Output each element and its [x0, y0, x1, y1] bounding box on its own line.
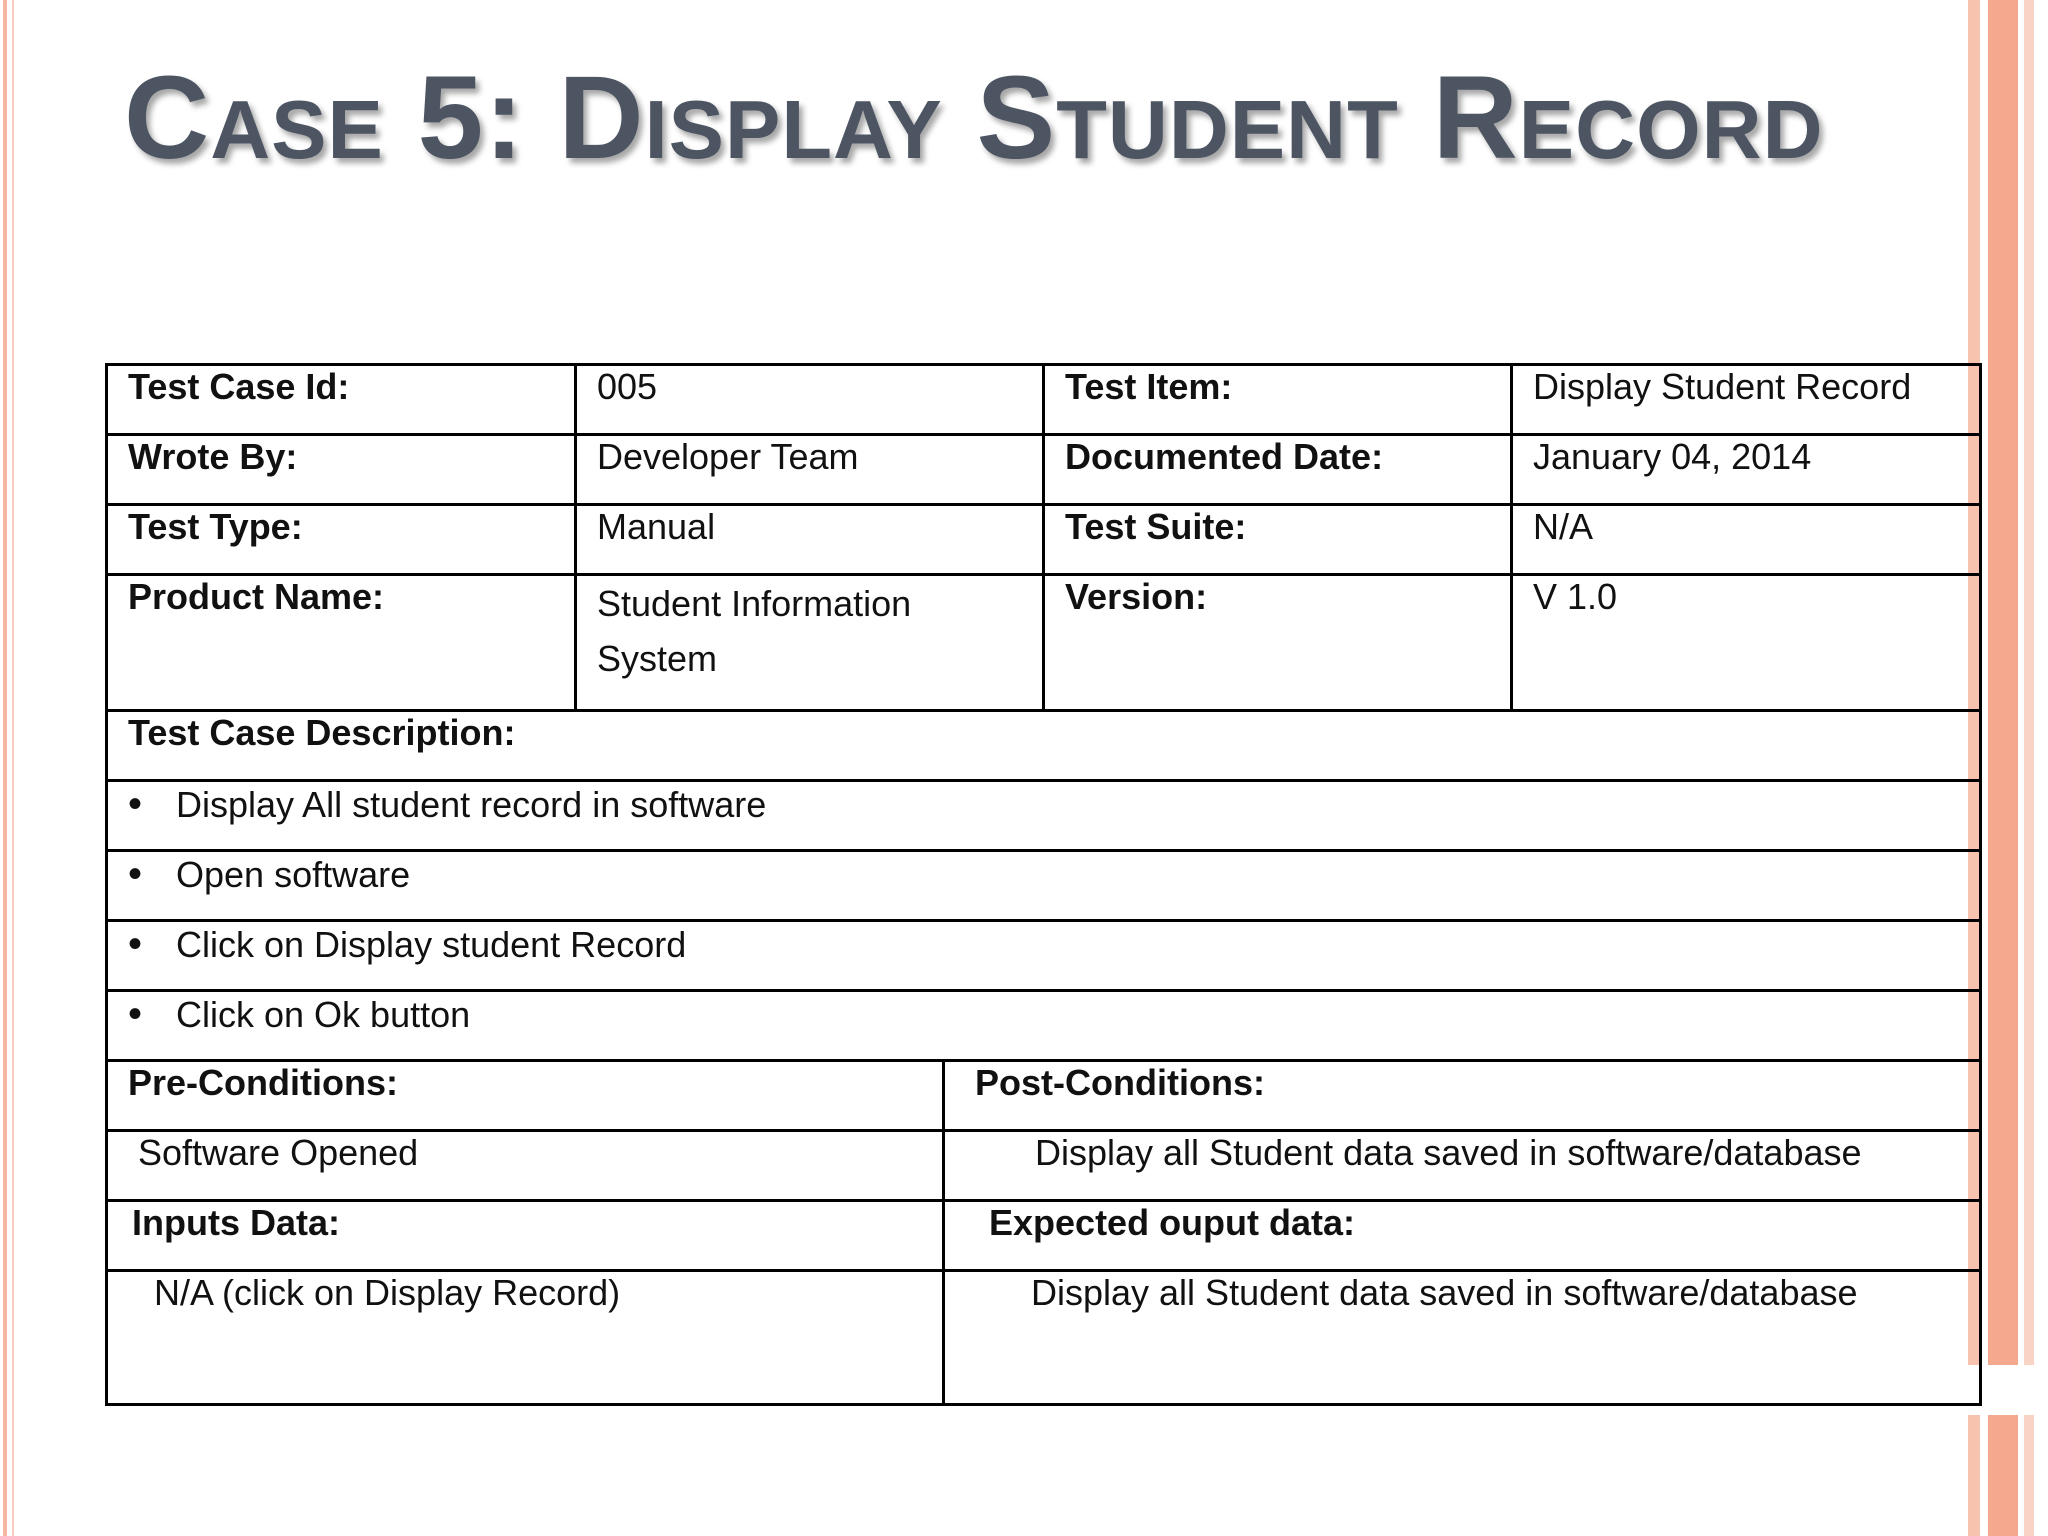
table-row — [107, 505, 1981, 575]
test-type-label: Test Type: — [107, 505, 576, 575]
description-item: Click on Ok button — [176, 994, 471, 1035]
version-label: Version: — [1044, 575, 1512, 711]
pre-conditions-value: Software Opened — [107, 1131, 944, 1201]
description-item-cell — [107, 921, 1981, 991]
table-row — [107, 1131, 1981, 1201]
post-conditions-label: Post-Conditions: — [944, 1061, 1981, 1131]
table-row — [107, 1201, 1981, 1271]
left-border-stripe — [3, 0, 7, 1536]
expected-output-value: Display all Student data saved in software/database — [944, 1271, 1981, 1405]
table-row — [107, 435, 1981, 505]
test-case-table — [105, 363, 1982, 1406]
test-item-value: Display Student Record — [1512, 365, 1981, 435]
pre-conditions-label: Pre-Conditions: — [107, 1061, 944, 1131]
wrote-by-value: Developer Team — [576, 435, 1044, 505]
list-item — [107, 781, 1981, 851]
test-item-label: Test Item: — [1044, 365, 1512, 435]
product-name-value: Student Information System — [576, 575, 1044, 711]
description-item-cell — [107, 781, 1981, 851]
post-conditions-value: Display all Student data saved in software/database — [944, 1131, 1981, 1201]
bullet-icon: • — [128, 992, 143, 1036]
list-item — [107, 921, 1981, 991]
inputs-data-label: Inputs Data: — [107, 1201, 944, 1271]
table-row — [107, 1061, 1981, 1131]
description-item: Click on Display student Record — [176, 924, 687, 965]
table-row — [107, 711, 1981, 781]
table-row — [107, 1271, 1981, 1405]
bullet-icon: • — [128, 922, 143, 966]
documented-date-value: January 04, 2014 — [1512, 435, 1981, 505]
bullet-icon: • — [128, 852, 143, 896]
inputs-data-value: N/A (click on Display Record) — [107, 1271, 944, 1405]
documented-date-label: Documented Date: — [1044, 435, 1512, 505]
table-row — [107, 575, 1981, 711]
test-suite-value: N/A — [1512, 505, 1981, 575]
left-border-decoration — [0, 0, 18, 1536]
list-item — [107, 991, 1981, 1061]
wrote-by-label: Wrote By: — [107, 435, 576, 505]
test-case-id-label: Test Case Id: — [107, 365, 576, 435]
right-border-stripe-thin — [2024, 0, 2034, 1536]
test-suite-label: Test Suite: — [1044, 505, 1512, 575]
description-item-cell — [107, 991, 1981, 1061]
version-value: V 1.0 — [1512, 575, 1981, 711]
description-item: Open software — [176, 854, 411, 895]
right-border-stripe-main — [1988, 0, 2018, 1536]
test-type-value: Manual — [576, 505, 1044, 575]
bullet-icon: • — [128, 782, 143, 826]
product-name-label: Product Name: — [107, 575, 576, 711]
list-item — [107, 851, 1981, 921]
description-item-cell — [107, 851, 1981, 921]
left-border-stripe-thin — [12, 0, 14, 1536]
description-item: Display All student record in software — [176, 784, 767, 825]
description-label: Test Case Description: — [107, 711, 1981, 781]
slide-title: Case 5: Display Student Record — [124, 52, 1824, 184]
test-case-id-value: 005 — [576, 365, 1044, 435]
table-row — [107, 365, 1981, 435]
expected-output-label: Expected ouput data: — [944, 1201, 1981, 1271]
